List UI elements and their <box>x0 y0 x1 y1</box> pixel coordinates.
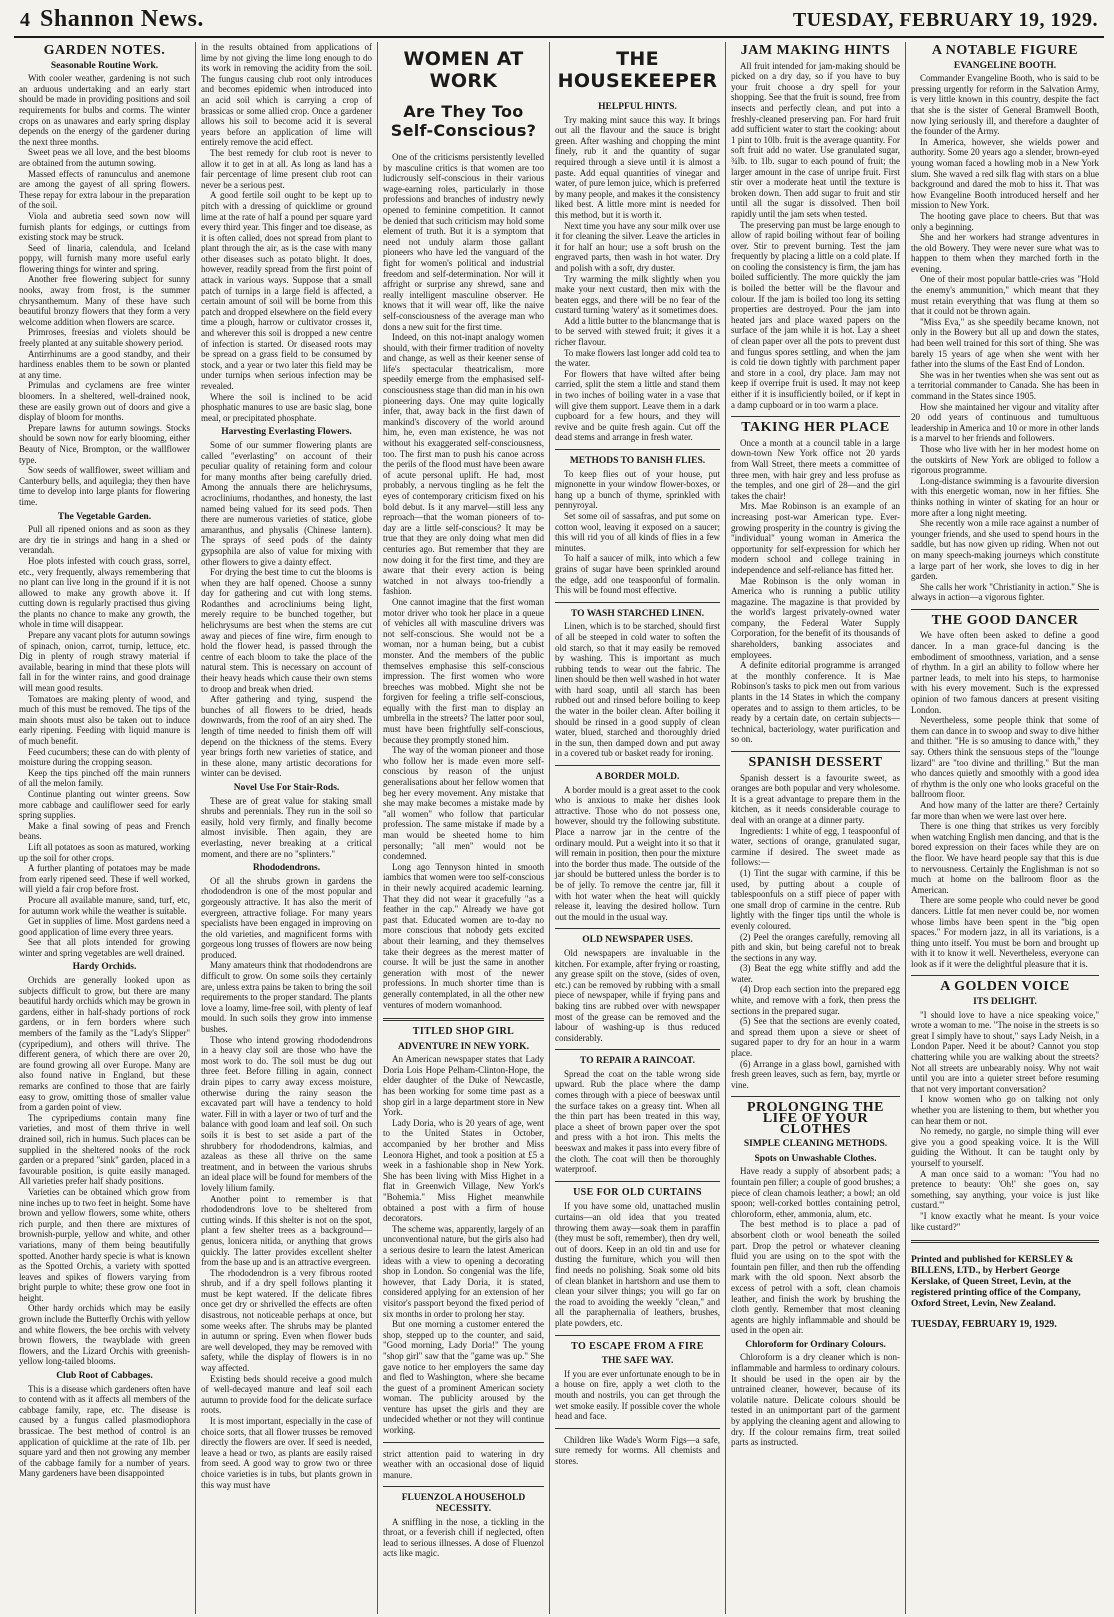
article-paragraph: All fruit intended for jam-making should be picked on a dry day, so if you have to buy your fruit choose a dry spell for your shopping. See that the fruit is sound, free from insects and perfectly clean, and put into a freshly-cleaned preserving pan. For hard fruit add sufficient water to start the cooking: about 1 pint to 10lb. fruit is the average quantity. For soft fruit add no water. Use granulated sugar, ¾lb. to 1lb. sugar to each pound of fruit; the larger amount in the case of unripe fruit. First stir over a moderate heat until the texture is broken down. Then add sugar to fruit and stir until all the sugar is dissolved. Then boil rapidly until the jam sets when tested. <box>731 60 900 219</box>
clothes-subhead-spots: Spots on Unwashable Clothes. <box>754 1153 877 1164</box>
garden-sub-clubroot: Club Root of Cabbages. <box>56 1371 153 1382</box>
article-paragraph: Long ago Tennyson hinted in smooth iambics that women were too self-conscious in their newly acquired academic learning. That they did not wear it gracefully "as a feather in the cap." Already we have got past that. Educated women are to-day no more conscious that nobody gets excited about their learning, and they themselves take their degrees as the merest matter of course. It will be just the same in another generation with most of the newer professions. In much shorter time than is generally contemplated, in all the other new ventures of modern womanhood. <box>383 861 544 1010</box>
article-paragraph: "I know exactly what he meant. Is your voice like custard?" <box>911 1210 1099 1232</box>
garden-paragraph: Antirrhinums are a good standby, and their hardiness enables them to be sown or planted at any time. <box>19 348 190 380</box>
article-paragraph: One of their most popular battle-cries was "Hold the enemy's ammunition," which meant that they must retain everything that was flung at them so that it could not be thrown again. <box>911 274 1099 317</box>
divider <box>555 1428 720 1429</box>
garden-paragraph: Massed effects of ranunculus and anemone are among the gayest of all spring flowers. These repay for extra labour in the preparation of the soil. <box>19 168 190 211</box>
article-paragraph: If you are ever unfortunate enough to be in a house on fire, apply a wet cloth to the mouth and nostrils, you can get through the wet smoke easily. If possible cover the whole head and face. <box>555 1368 720 1422</box>
golden-voice-headline: A GOLDEN VOICE <box>940 979 1070 995</box>
article-paragraph: There is one thing that strikes us very forcibly when watching English men dancing, and that is the bored expression on their faces while they are on the floor. We have heard people say that this is due to nervousness. Certainly the Englishman is not so much at home on the ballroom floor as the American. <box>911 821 1099 895</box>
article-paragraph: Chloroform is a dry cleaner which is non-inflammable and harmless to ordinary colours. It should be used in the open air by the untrained cleaner, however, because of its volatile nature. Delicate colours should be tested in an unimportant part of the garment by applying the cleaning agent and allowing to dry. If the colour remains firm, treat soiled parts as instructed. <box>731 1352 900 1448</box>
garden-paragraph: With cooler weather, gardening is not such an arduous undertaking and an early start should be made in providing positions and soil requirements for bulbs and corms. The winter crops on as unawares and early spring display depends on the energy of the gardener during the next three months. <box>19 73 190 147</box>
column-3 <box>378 42 550 1614</box>
article-paragraph: The best method is to place a pad of absorbent cloth or wool beneath the soiled part. Drop the petrol or whatever cleaning fluid you are using on to the spot with the fountain pen filler, and then rub the offending mark with the old spoon. Next absorb the excess of petrol with a soft, clean chamois leather, and finish the work by brushing the cloth gently. Remember that most cleaning agents are highly inflammable and should be used in the open air. <box>731 1219 900 1336</box>
page-number: 4 <box>20 9 30 31</box>
garden-paragraph: After gathering and tying, suspend the bunches of all flowers to be dried, heads downwards, from the roof of an airy shed. The length of time needed to finish them off will depend on the thickness of the stems. Every year brings forth new varieties of statice, and in these alone, many artistic decorations for winter can be devised. <box>201 694 372 779</box>
garden-paragraph: A further planting of potatoes may be made from early ripened seed. These if well worked, will yield a fair crop before frost. <box>19 863 190 895</box>
flies-subhead: METHODS TO BANISH FLIES. <box>569 456 706 466</box>
article-paragraph: I know women who go on talking not only whether you are listening to them, but whether you can hear them or not. <box>911 1094 1099 1126</box>
garden-paragraph: For drying the best time to cut the blooms is when they are half opened. Choose a sunny day for gathering and cut with long stems. Rodanthes and acrocliniums being light, merely require to be bunched together, but helichrysums are best when the stems are cut away and pieces of fine wire, firm enough to hold the flower head, is passed through the centre of each bloom to take the place of the natural stem. This is necessary on account of their heavy heads which cause their own stems to droop and break when dried. <box>201 567 372 694</box>
spanish-dessert-headline: SPANISH DESSERT <box>748 755 883 770</box>
article-paragraph: Set some oil of sassafras, and put some on cotton wool, leaving it exposed on a saucer; this will rid you of all kinds of flies in a few minutes. <box>555 510 720 553</box>
garden-sub-orchids: Hardy Orchids. <box>72 962 137 973</box>
garden-paragraph: This is a disease which gardeners often have to contend with as it affects all members of the cabbage family, rape, etc. The disease is caused by a fungus called plasmodiophora brassicae. The best method of control is an application of quicklime at the rate of 1lb. per square yard and then not growing any member of the cabbage family for a number of years. Many gardeners have been disappointed <box>19 1383 190 1479</box>
garden-paragraph: Another point to remember is that rhododendrons love to be sheltered from cutting winds. If this shelter is not on the spot, plant a few shelter trees as a background—genus, lonicera nitida, or anything that grows quickly. The latter provides excellent shelter from the base up and is an attractive evergreen. <box>201 1193 372 1268</box>
article-paragraph: Indeed, on this not-inapt analogy women should, with their firmer tradition of novelty and change, as well as their keener sense of life's spectacular theatricalism, more speedily emerge from the emphasised self-consciousness stage than did man in his own pioneering days. One may quite logically infer, that, away back in the first dawn of mankind's discovery of the world around him, he, even man existence, he was not without his exaggerated self-consciousness, too. The first man to push his canoe across the perils of the flood must have been aware of acute personal uplift. He had, most probably, a nervous tingling as he felt the eyes of contemporary criticism fixed on his bold debut. Is it any marvel—still less any reproach—that the woman pioneers of to-day are a little self-conscious? It may be true that they are only doing what men did centuries ago. But remember that they are now doing it for the first time, and they are aware that their every action is being watched in not always too-friendly a fashion. <box>383 332 544 597</box>
garden-paragraph: Tomatoes are making plenty of wood, and much of this must be removed. The tips of the main shoots must also be taken out to induce early ripening. Feeding with liquid manure is of much benefit. <box>19 693 190 746</box>
divider <box>555 765 720 766</box>
golden-voice-subhead: ITS DELIGHT. <box>973 997 1037 1008</box>
article-paragraph: And how many of the latter are there? Certainly far more than when we were last over here. <box>911 799 1099 821</box>
advert-paragraph: A sniffling in the nose, a tickling in the throat, or a feverish chill if neglected, often lead to serious illnesses. A dose of Fluenzol acts like magic. <box>383 1516 544 1559</box>
garden-paragraph: The best remedy for club root is never to allow it to get in at all. As long as land has a fair percentage of lime present club root can never be a serious pest. <box>201 147 372 190</box>
article-paragraph: But one morning a customer entered the shop, stepped up to the counter, and said, "Good morning, Lady Doria!" The young "shop girl" saw that the "game was up." She gave notice to her employers the same day and fled to Washington, where she became the guest of a prominent American society woman. The publicity aroused by the venture has upset the girls and they are undecided whether or not they will continue working. <box>383 1319 544 1436</box>
article-paragraph: "Miss Eva," as she speedily became known, not only in the Bowery but all up and down the states, had been well trained for this sort of thing. She was barely 15 years of age when she went with her father into the slums of the East End of London. <box>911 316 1099 370</box>
fluenzol-headline: FLUENZOL A HOUSEHOLD NECESSITY. <box>401 1493 526 1515</box>
garden-paragraph: These are of great value for staking small shrubs and perennials. They run in the soil so easily, hold very firmly, and finally become almost invisible. Then again, they are everlasting, never breaking at a critical moment, and there are no "splinters." <box>201 795 372 859</box>
article-paragraph: Commander Evangeline Booth, who is said to be pressing urgently for reform in the Salvation Army, is very little known in this country, despite the fact that she is the sister of General Bramwell Booth, now lying seriously ill, and therefore a daughter of the founder of the Army. <box>911 73 1099 137</box>
escape-fire-headline: TO ESCAPE FROM A FIRE <box>571 1340 704 1352</box>
article-paragraph: strict attention paid to watering in dry weather with an occasional dose of liquid manure. <box>383 1448 544 1480</box>
imprint-date: TUESDAY, FEBRUARY 19, 1929. <box>911 1319 1057 1331</box>
divider <box>555 1335 720 1336</box>
printer-imprint: Printed and published for KERSLEY & BILLENS, LTD., by Herbert George Kerslake, of Queen Street, Levin, at the registered printing office of the Company, Oxford Street, Levin, New Zealand. <box>911 1255 1081 1310</box>
divider <box>911 1240 1099 1243</box>
article-paragraph: (4) Drop each section into the prepared egg white, and remove with a fork, then press the sections in the prepared sugar. <box>731 984 900 1016</box>
taking-her-place-headline: TAKING HER PLACE <box>741 420 890 436</box>
divider <box>555 1181 720 1182</box>
divider <box>383 1442 544 1443</box>
article-paragraph: She was in her twenties when she was sent out as a territorial commander to Canada. She has been in command in the States since 1905. <box>911 369 1099 401</box>
article-paragraph: (2) Peel the oranges carefully, removing all pith and skin, but being careful not to break the sections in any way. <box>731 931 900 963</box>
jam-making-headline: JAM MAKING HINTS <box>740 43 891 58</box>
titled-shop-girl-subhead: ADVENTURE IN NEW YORK. <box>398 1041 529 1052</box>
divider <box>555 449 720 450</box>
article-paragraph: She and her workers had strange adventures in the old Bowery. They were never sure what was to happen to them when they marched forth in the evening. <box>911 232 1099 274</box>
garden-paragraph: Primroses, freesias and violets should be freely planted at any suitable showery period. <box>19 327 190 349</box>
column-5 <box>726 42 906 1614</box>
divider <box>911 609 1099 610</box>
garden-paragraph: Where the soil is inclined to be acid phosphatic manures to use are basic slag, bone meal, or precipitated phosphate. <box>201 391 372 423</box>
advert-paragraph: Children like Wade's Worm Figs—a safe, sure remedy for worms. All chemists and stores. <box>555 1434 720 1466</box>
garden-paragraph: Keep the tips pinched off the main runners of all the melon family. <box>19 767 190 789</box>
garden-paragraph: Pull all ripened onions and as soon as they are dry tie in strings and hang in a shed or verandah. <box>19 524 190 556</box>
garden-paragraph: Other hardy orchids which may be easily grown include the Butterfly Orchis with yellow and white flowers, the bee orchis with velvety brown flowers, the twayblade with green flowers, and the Lizard Orchis with greenish-yellow long-tailed blooms. <box>19 1303 190 1367</box>
housekeeper-headline: THE HOUSEKEEPER <box>557 48 718 92</box>
article-paragraph: No remedy, no gargle, no simple thing will ever give you a good speaking voice. It is the Will guiding the Without. It can be taught only by yourself to yourself. <box>911 1126 1099 1168</box>
garden-paragraph: Sweet peas we all love, and the best blooms are obtained from the autumn sowing. <box>19 147 190 168</box>
article-paragraph: (3) Beat the egg white stiffly and add the water. <box>731 963 900 984</box>
garden-paragraph: Those who intend growing rhododendrons in a heavy clay soil are those who have the most work to do. The soil must be dug out three feet. Before filling in again, connect drain pipes to carry away excess moisture, otherwise during the rainy season the excavated part will have a tendency to hold water. Fill in with a layer or two of turf and the balance with good loam and leaf soil. On such soils it is best to set aside a part of the shrubbery for rhododendrons, kalmias, and azaleas as these all thrive on the same treatment, and in between the various shrubs an ideal place will be found for members of the lovely lilium family. <box>201 1034 372 1193</box>
article-paragraph: A border mould is a great asset to the cook who is anxious to make her dishes look attractive. Those who do not possess one, however, should try the following substitute. Place a narrow jar in the centre of the ordinary mould. Put a weight into it so that it will remain in position, then pour the mixture into the border thus made. The outside of the jar should be buttered unless the border is to be of jelly. To remove the centre jar, fill it with hot water when the heat will quickly release it, leaving the desired hollow. Turn out the mould in the usual way. <box>555 784 720 922</box>
garden-sub-stair-rods: Novel Use For Stair-Rods. <box>233 782 340 793</box>
divider <box>731 751 900 752</box>
article-paragraph: She recently won a mile race against a number of younger friends, and she used to spend hours in the saddle, but has now given up riding. When not out on many speech-making journeys which constitute a large part of her work, she loves to dig in her garden. <box>911 518 1099 582</box>
garden-paragraph: Varieties can be obtained which grow from nine inches up to two feet in height. Some have brown and yellow flowers, some white, others rich purple, and then there are mixtures of brownish-purple, yellow and white, and other variations, many of them being beautifully spotted. Another hardy specie is what is known as the Spotted Orchis, a variety with spotted leaves and spikes of flowers varying from bright purple to white; these grow one foot in height. <box>19 1186 190 1303</box>
masthead <box>14 6 1104 38</box>
garden-notes-title: GARDEN NOTES. <box>43 43 166 58</box>
divider <box>555 602 720 603</box>
article-paragraph: An American newspaper states that Lady Doria Lois Hope Pelham-Clinton-Hope, the elder daughter of the Duke of Newcastle, has been working for some time past as a shop girl in a large department store in New York. <box>383 1054 544 1118</box>
garden-paragraph: Feed cucumbers; these can do with plenty of moisture during the cropping season. <box>19 746 190 768</box>
garden-paragraph: Orchids are generally looked upon as subjects difficult to grow, but there are many beautiful hardy orchids which may be grown in gardens, either in half-shady portions of rock gardens, or in fern borders where such members of the family as the "Lady's Slipper" (cypripedium), and others will thrive. The different genera, of which there are over 20, are found growing all over Europe. Many are also found native in England, but these remarks are confined to those that are fairly easy to grow, omitting those of smaller value from a garden point of view. <box>19 975 190 1113</box>
article-paragraph: Mrs. Mae Robinson is an example of an increasing post-war American type. Ever-growing prosperity in the country is giving the "individual" young woman in America the opportunity for self-expression for which her modern school and college training in independence and self-reliance has fitted her. <box>731 501 900 575</box>
divider <box>911 975 1099 976</box>
article-paragraph: "I should love to have a nice speaking voice," wrote a woman to me. "The noise in the streets is so great I simply have to shout," says Lady Neish, in a London Paper. Need it be about? Cannot you stop chattering while you are walking about the streets? Not all streets are unbearably noisy. Why not wait until you are into a quieter street before resuming that not very important conversation? <box>911 1009 1099 1094</box>
escape-fire-subhead: THE SAFE WAY. <box>601 1356 674 1367</box>
border-mold-subhead: A BORDER MOLD. <box>595 772 680 783</box>
garden-paragraph: Get in supplies of lime. Most gardens need a good application of lime every three years. <box>19 916 190 937</box>
article-paragraph: One of the criticisms persistently levelled by masculine critics is that women are too ludicrously self-conscious in their various wage-earning roles, particularly in those professions and branches of industry newly opened to feminine competition. It cannot be denied that such criticism may hold some element of truth. But it is a symptom that need not unduly alarm those gallant pioneers who have led the vanguard of the fight for women's political and industrial freedom and self-determination. Nor will it affright or surprise any shrewd, sane and really intelligent masculine observer. He knows that it will wear off, like the naive self-consciousness of the average man who dons a new suit for the first time. <box>383 152 544 332</box>
article-paragraph: Lady Doria, who is 20 years of age, went to the United States in October, accompanied by her brother and Miss Leonora Highet, and took a position at £5 a week in a fashionable shop in New York. She has been living with Miss Highet in a flat in Greenwich Village, New York's "Bohemia." Miss Highet meanwhile obtained a post with a firm of house decorators. <box>383 1117 544 1224</box>
article-paragraph: Ingredients: 1 white of egg, 1 teaspoonful of water, sections of orange, granulated sugar, carmine if desired. The sweet made as follows:— <box>731 825 900 868</box>
women-at-work-subheadline: Are They Too Self-Conscious? <box>390 102 537 140</box>
garden-paragraph: Prepare any vacant plots for autumn sowings of spinach, onion, carrot, turnip, lettuce, etc. Dig in plenty of rough strawy material if available, bearing in mind that these plots will fall in for the winter rains, and good drainage will mean good results. <box>19 630 190 694</box>
article-paragraph: We have often been asked to define a good dancer. In a man grace-ful dancing is the embodiment of smoothness, variation, and a sense of rhythm. In a girl an ability to follow where her partner leads, to melt into his steps, to harmonise with his every movement. Such is the expressed opinion of two famous dancers at present visiting London. <box>911 630 1099 715</box>
women-at-work-headline: WOMEN AT WORK <box>403 48 524 92</box>
article-paragraph: Add a little butter to the blancmange that is to be served with stewed fruit; it gives it a richer flavour. <box>555 315 720 348</box>
article-paragraph: The way of the woman pioneer and those who follow her is made even more self-conscious by reason of the unjust generalisations about her fellow women that beg her every movement. Any mistake that she may make becomes a mistake made by "all women" who follow that particular profession. The same mistake if made by a man would be sheeted home to him personally; "all men" would not be condemned. <box>383 745 544 862</box>
garden-paragraph: Many amateurs think that rhododendrons are difficult to grow. On some soils they certainly are, unless extra pains be taken to bring the soil requirements to the proper standard. The plants love a loamy, lime-free soil, with plenty of leaf mould. In such soils they grow into immense bushes. <box>201 960 372 1035</box>
garden-paragraph: Lift all potatoes as soon as matured, working up the soil for other crops. <box>19 841 190 863</box>
article-paragraph: Old newspapers are invaluable in the kitchen. For example, after frying or roasting, any grease spilt on the stove, (sides of oven, etc.) can be removed by rubbing with a small piece of newspaper, while if frying pans and baking tins are rubbed over with newspaper most of the grease can be removed and the labour of washing-up is thus reduced considerably. <box>555 947 720 1043</box>
article-paragraph: Mae Robinson is the only woman in America who is running a public utility magazine. The magazine is that provided by the world's largest privately-owned water company, the Federal Water Supply Corporation, for the benefit of its thousands of shareholders, banking associates and employees. <box>731 575 900 660</box>
article-paragraph: If you have some old, unattached muslin curtains—an old idea that you treated throwing them away—soak them in paraffin (they must be soft, remember), then dry well, out of doors. Keep in an old tin and use for dusting the furniture, which you will then find needs no polishing. Soak some old bits of clean blanket in hartshorn and use them to clean your silver things; you will go far on the road to avoiding the weekly "clean," and all the paraphernalia of leathers, brushes, plate powders, etc. <box>555 1201 720 1328</box>
column-1 <box>14 42 196 1614</box>
columns <box>14 42 1104 1614</box>
garden-paragraph: It is most important, especially in the case of choice sorts, that all flower trusses be removed directly the flowers are over. If seed is needed, leave a head or two, as plants are easily raised from seed. A good way to grow two or three choice varieties is in tubs, but plants grown in this way must have <box>201 1416 372 1490</box>
article-paragraph: Those who live with her in her modest home on the outskirts of New York are obliged to follow a rigorous programme. <box>911 443 1099 476</box>
article-paragraph: Spanish dessert is a favourite sweet, as oranges are both popular and very wholesome. It is a great advantage to prepare them in the kitchen, as it needs considerable courage to deal with an orange at a dinner party. <box>731 772 900 825</box>
garden-paragraph: The cypripediums contain many fine varieties, and most of them thrive in well drained soil, rich in humus. Such places can be supplied in the sheltered nooks of the rock garden or a prepared "sink" garden, placed in a favourable position, is quite easily managed. All varieties prefer half shady positions. <box>19 1112 190 1187</box>
divider <box>731 1096 900 1097</box>
garden-paragraph: Continue planting out winter greens. Sow more cabbage and cauliflower seed for early spring supplies. <box>19 788 190 821</box>
article-paragraph: Try making mint sauce this way. It brings out all the flavour and the sauce is bright green. After washing and chopping the mint finely, rub it and the quantity of sugar required through a sieve until it is almost a paste. Add equal quantities of vinegar and water, of pure lemon juice, which is preferred by many people, and makes it the consistency liked best. A little more mint is needed for this method, but it is worth it. <box>555 114 720 220</box>
garden-sub-rhododendrons: Rhododendrons. <box>252 863 321 874</box>
divider <box>383 1486 544 1487</box>
article-paragraph: A man once said to a woman: "You had no pretence to beauty: 'Oh!' she goes on, say something, say anything, your voice is just like custard.'" <box>911 1168 1099 1211</box>
raincoat-subhead: TO REPAIR A RAINCOAT. <box>580 1056 695 1067</box>
garden-paragraph: Sow seeds of wallflower, sweet william and Canterbury bells, and aquilegia; they then have time to develop into large plants for flowering time. <box>19 465 190 507</box>
garden-paragraph: Of all the shrubs grown in gardens the rhododendron is one of the most popular and gorgeously attractive. It has also the merit of evergreen, attractive foliage. For many years specialists have been engaged in improving on the old varieties, and magnificent forms with gorgeous long trusses of flowers are now being produced. <box>201 875 372 960</box>
article-paragraph: There are some people who could never be good dancers. Little fat men never could be, nor women whose limbs have been spent in the "big open spaces." For modern jazz, in all its variations, is a thing unto itself. You must be born and brought up with it to know it well. Nevertheless, everyone can look as if it were the delightful pleasure that it is. <box>911 895 1099 969</box>
helpful-hints-subhead: HELPFUL HINTS. <box>598 102 677 112</box>
article-paragraph: The scheme was, apparently, largely of an unconventional nature, but the girls also had a serious desire to learn the latest American ideas with a view to opening a decorating shop in London. So congenial was the life, however, that Lady Doria, it is stated, considered applying for an extension of her visitor's passport beyond the fixed period of six months in order to prolong her stay. <box>383 1223 544 1319</box>
old-newspaper-subhead: OLD NEWSPAPER USES. <box>582 935 693 946</box>
old-curtains-subhead: USE FOR OLD CURTAINS <box>573 1186 702 1198</box>
paper-name: Shannon News. <box>40 6 204 32</box>
article-paragraph: One cannot imagine that the first woman motor driver who took her place in a queue of vehicles all with masculine drivers was not self-conscious. She would not be a woman, nor a human being, but a cubist monster. And the members of the public themselves emphasise this self-conscious impression. The first women who wore breeches was mobbed. Might she not be forgiven for feeling a trifle self-conscious, equally with the first man to display an umbrella in the streets? The latter poor soul, must have been frightfully self-conscious, because they promptly stoned him. <box>383 596 544 745</box>
article-paragraph: The preserving pan must be large enough to allow of rapid boiling without fear of boiling over. Stir to prevent burning. Test the jam frequently by placing a little on a cold plate. If on cooling the consistency is firm, the jam has boiled sufficiently. The more quickly the jam is boiled the better will be the flavour and colour. If the jam is boiled too long its setting properties are destroyed. Pour the jam into heated jars and place waxed papers on the surface of the jam while it is hot. Lay a sheet of clean paper over all the pots to prevent dust and fungus spores settling, and when the jam is cold tie down tightly with parchment paper and store in a cool, dry place. Jam may not keep if overripe fruit is used. It may not keep either if it is insufficiently boiled, or if kept in a damp cupboard or in too warm a place. <box>731 219 900 410</box>
garden-paragraph: Some of our summer flowering plants are called "everlasting" on account of their peculiar quality of retaining form and colour for many months after being carefully dried. Among the annuals there are helichrysums, acrocliniums, rhodanthes, and honesty, the last named being valued for its seed pods. Then there are numerous varieties of statice, globe amaranthus, and physalis (Chinese lantern). The sprays of seed pods of the dainty gypsophila are also of value for mixing with other flowers to give a dainty effect. <box>201 439 372 567</box>
starched-linen-subhead: TO WASH STARCHED LINEN. <box>570 608 705 619</box>
garden-paragraph: Prepare lawns for autumn sowings. Stocks should be sown now for early blooming, either Beauty of Nice, Brompton, or the wallflower type. <box>19 422 190 465</box>
clothes-subhead: SIMPLE CLEANING METHODS. <box>743 1139 888 1150</box>
article-paragraph: She calls her work "Christianity in action." She is always in action—a vigorous fighter. <box>911 581 1099 603</box>
garden-paragraph: in the results obtained from applications of lime by not giving the lime long enough to do its work in removing the acidity from the soil. The fungus causing club root only introduces and becomes epidemic when introduced into an acid soil which is carrying a crop of brassicas or some allied crop. Once a gardener allows his soil to become acid it is several years before an application of lime will entirely remove the acid effect. <box>201 42 372 148</box>
column-6 <box>906 42 1104 1614</box>
clothes-headline: PROLONGING THE LIFE OF YOUR CLOTHES <box>746 1100 885 1137</box>
titled-shop-girl-headline: TITLED SHOP GIRL <box>412 1026 515 1038</box>
garden-paragraph: Existing beds should receive a good mulch of well-decayed manure and leaf soil each autumn to provide food for the delicate surface roots. <box>201 1373 372 1416</box>
article-paragraph: To make flowers last longer add cold tea to the water. <box>555 347 720 369</box>
article-paragraph: A definite editorial programme is arranged at the monthly conference. It is Mae Robinson's tasks to pick men out from various plants in the 14 States in which the company operates and to assign to them articles, to be ready by a certain date, on certain subjects—technical, bacteriology, water purification and so on. <box>731 660 900 745</box>
article-paragraph: Spread the coat on the table wrong side upward. Rub the place where the damp comes through with a piece of beeswax until the surface takes on a greasy tint. When all the thin part has been treated in this way, place a sheet of brown paper over the spot and press with a hot iron. This melts the beeswax and makes it pass into every fibre of the cloth. The coat will then be thoroughly waterproof. <box>555 1068 720 1175</box>
garden-paragraph: The rhododendron is a very fibrous rooted shrub, and if a dry spell follows planting it must be kept watered. If the delicate fibres once get dry or shrivelled the effects are often disastrous, not noticeable perhaps at once, but some weeks after. The shrubs may be planted in autumn or spring. Even when flower buds are well developed, they may be removed with safety, while the display of flowers is in no way affected. <box>201 1267 372 1374</box>
article-paragraph: (5) See that the sections are evenly coated, and spread them upon a sieve or sheet of sugared paper to dry for an hour in a warm place. <box>731 1016 900 1059</box>
issue-date: TUESDAY, FEBRUARY 19, 1929. <box>792 9 1098 31</box>
article-paragraph: (1) Tint the sugar with carmine, if this be used, by putting about a couple of tablespoonfuls on a stiff piece of paper with one small drop of carmine in the centre. Rub lightly with the finger tips until the whole is evenly coloured. <box>731 867 900 931</box>
divider <box>731 416 900 417</box>
garden-paragraph: Another free flowering subject for sunny nooks, away from frost, is the summer chrysanthemum. Many of these have such beautiful bronzy flowers that they form a very welcome addition when flowers are scarce. <box>19 274 190 327</box>
divider <box>555 928 720 929</box>
garden-paragraph: See that all plots intended for growing winter and spring vegetables are well drained. <box>19 937 190 958</box>
garden-paragraph: Procure all available manure, sand, turf, etc, for autumn work while the weather is suitable. <box>19 894 190 916</box>
article-paragraph: How she maintained her vigour and vitality after 20 odd years of continuous and tumultuous leadership in America and 10 or more in other lands is a marvel to her friends and followers. <box>911 401 1099 444</box>
article-paragraph: To keep flies out of your house, put mignonette in your window flower-boxes, or hang up a bunch of thyme, sprinkled with pennyroyal. <box>555 468 720 511</box>
garden-sub-routine: Seasonable Routine Work. <box>50 60 159 71</box>
garden-paragraph: Primulas and cyclamens are free winter bloomers. In a sheltered, well-drained nook, these are easily grown out of doors and give a display of bloom for months. <box>19 380 190 423</box>
garden-paragraph: Seed of linaria, calendula, and Iceland poppy, will furnish many more useful early flowering things for winter and spring. <box>19 242 190 274</box>
article-paragraph: Have ready a supply of absorbent pads; a fountain pen filler; a couple of good brushes; a piece of clean chamois leather; a bowl; an old spoon; well-corked bottles containing petrol, chloroform, ether, ammonia, alum, etc. <box>731 1166 900 1219</box>
article-paragraph: In America, however, she wields power and authority. Some 20 years ago a slender, brown-eyed young woman faced a howling mob in a New York slum. She waved a red silk flag with stars on a blue background and dared the mob to hiss it. That was how Evangeline Booth introduced herself and her mission to New York. <box>911 136 1099 211</box>
notable-figure-subhead: EVANGELINE BOOTH. <box>953 60 1057 71</box>
article-paragraph: For flowers that have wilted after being carried, split the stem a little and stand them in two inches of boiling water in a vase that will give them support. Leave them in a dark cupboard for a few hours, and they will revive and be quite fresh again. Cut off the dead stems and arrange in fresh water. <box>555 368 720 443</box>
garden-paragraph: A good fertile soil ought to be kept up to pitch with a dressing of quicklime or ground lime at the rate of half a pound per square yard every third year. This finger and toe disease, as it is often called, does not spread from plant to plant through the air, as is the case with many other diseases such as potato blight. It does, however, readily spread from the first point of attack in various ways. Suppose that a small patch of turnips in a large field is affected, a certain amount of soil will be borne from this patch and dropped elsewhere on the field every time a plough, harrow or cultivator crosses it, and wherever this soil is dropped a new centre of infection is started. Or diseased roots may be spread on a grass field to be consumed by stock, and a year or two later this field may be under turnips when serious infection may be revealed. <box>201 190 372 391</box>
column-4 <box>550 42 726 1614</box>
good-dancer-headline: THE GOOD DANCER <box>931 612 1079 628</box>
article-paragraph: Linen, which is to be starched, should first of all be steeped in cold water to soften the old starch, so that it may easily be removed by washing. This is important as much rubbing tends to wear out the fabric. The linen should be then well washed in hot water with hard soap, until all starch has been rubbed out and rinsed before boiling to keep the water in the boiler clean. After boiling it should be rinsed in a good supply of clean water, blued, starched and thoroughly dried in the sun, then damped down and put away in a covered tub or basket ready for ironing. <box>555 621 720 759</box>
garden-paragraph: Hoe plots infested with couch grass, sorrel, etc., very frequently, always remembering that no plant can live long in the ground if it is not allowed to make any growth above it. If cutting down is regularly practised thus giving the plants no chance to make any growth, the whole in time will disappear. <box>19 555 190 630</box>
article-paragraph: The hooting gave place to cheers. But that was only a beginning. <box>911 210 1099 232</box>
clothes-subhead-chloroform: Chloroform for Ordinary Colours. <box>745 1339 886 1350</box>
garden-paragraph: Viola and aubretia seed sown now will furnish plants for edgings, or cuttings from existing stock may be struck. <box>19 210 190 243</box>
garden-paragraph: Make a final sowing of peas and French beans. <box>19 820 190 842</box>
article-paragraph: To half a saucer of milk, into which a few grains of sugar have been sprinkled around the edge, add one teaspoonful of formalin. This will be found most effective. <box>555 553 720 596</box>
article-paragraph: Try warming the milk slightly when you make your next custard, then mix with the beaten eggs, and there will be no fear of the custard turning 'watery' as it sometimes does. <box>555 273 720 316</box>
article-paragraph: Next time you have any sour milk over use it for cleaning the silver. Leave the articles in it for half an hour; use a soft brush on the engraved parts, then wash in hot water. Dry and polish with a soft, dry duster. <box>555 220 720 273</box>
article-paragraph: (6) Arrange in a glass bowl, garnished with fresh green leaves, such as fern, bay, myrtle or vine. <box>731 1058 900 1090</box>
article-paragraph: Long-distance swimming is a favourite diversion with this energetic woman, now in her fifties. She thinks nothing in winter of skating for an hour or more after a long night meeting. <box>911 475 1099 518</box>
masthead-left <box>20 6 204 33</box>
article-paragraph: Once a month at a council table in a large down-town New York office not 20 yards from Wall Street, there meets a committee of three men, with hair grey and less profuse as the temples, and one girl of 28—and the girl takes the chair! <box>731 437 900 501</box>
column-2 <box>196 42 378 1614</box>
divider <box>555 1049 720 1050</box>
garden-sub-everlasting: Harvesting Everlasting Flowers. <box>221 427 352 438</box>
notable-figure-headline: A NOTABLE FIGURE <box>931 43 1079 58</box>
divider <box>383 1018 544 1021</box>
garden-sub-vegetable: The Vegetable Garden. <box>57 511 152 522</box>
article-paragraph: Nevertheless, some people think that some of them can dance in to swoop and sway to dive hither and thither. "He is so amusing to dance with," they say. Others think the sensuous steps of the "lounge lizard" are "too divine and thrilling." But the man who dances quietly and smoothly with a good idea of rhythm is the only one who looks graceful on the ballroom floor. <box>911 715 1099 800</box>
